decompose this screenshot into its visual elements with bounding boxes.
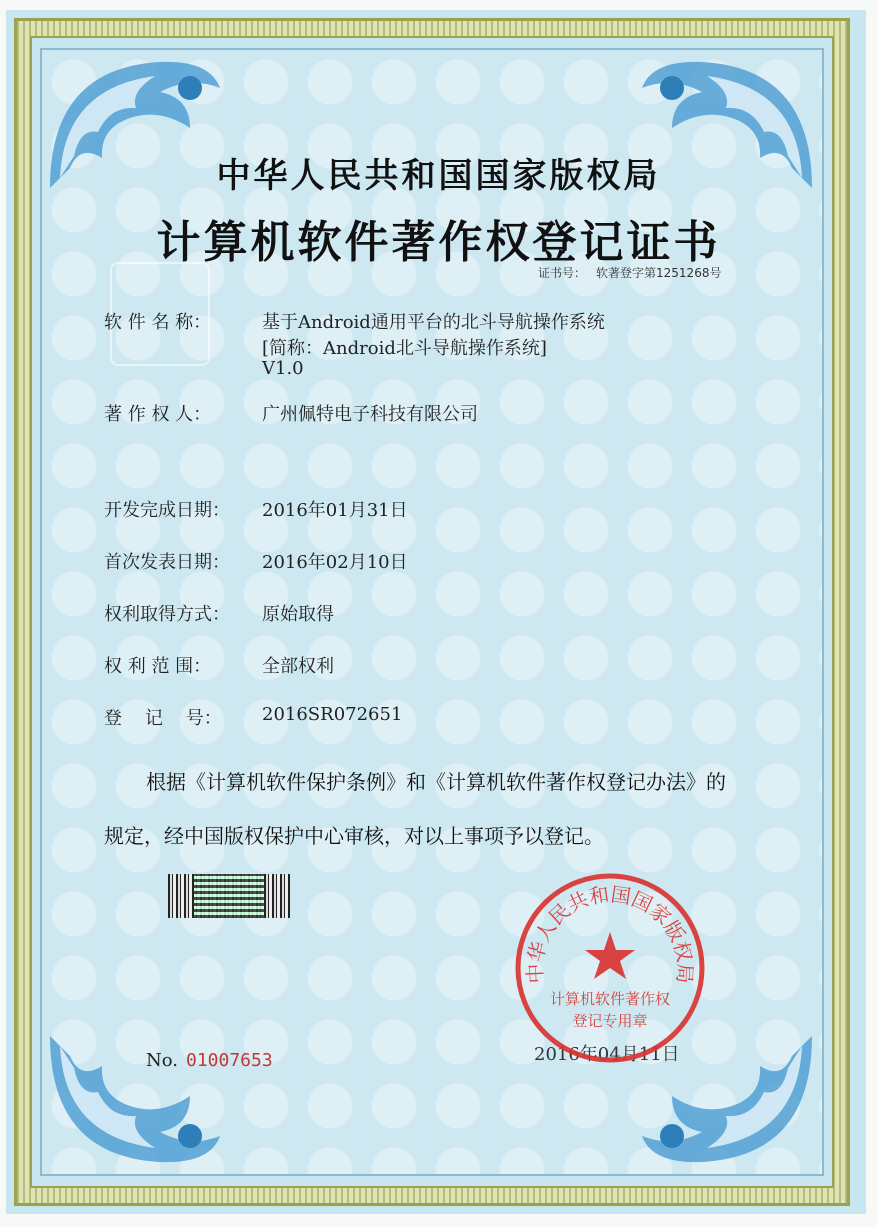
seal-inner-line2: 登记专用章 [572, 1012, 648, 1030]
barcode [168, 874, 290, 918]
field-scope [104, 652, 334, 678]
barcode-2d [194, 874, 264, 918]
field-dev-date [104, 496, 408, 522]
owner-label: 著 作 权 人： [104, 404, 212, 425]
seal-outer-text: 中华人民共和国国家版权局 [522, 882, 698, 985]
field-acquire [104, 600, 334, 626]
pub-date-label: 首次发表日期： [104, 552, 230, 573]
dev-date-value: 2016年01月31日 [262, 500, 408, 521]
scope-value: 全部权利 [262, 656, 334, 677]
paragraph-line1: 根据《计算机软件保护条例》和《计算机软件著作权登记办法》的 [146, 770, 726, 794]
field-software-name [104, 308, 605, 334]
serial-value: 01007653 [186, 1050, 273, 1071]
software-name-line1: 基于Android通用平台的北斗导航操作系统 [262, 312, 605, 333]
certificate-title: 计算机软件著作权登记证书 [156, 217, 721, 268]
field-pub-date [104, 548, 408, 574]
corner-ornament-bottom-left [40, 1026, 230, 1176]
acquire-label: 权利取得方式： [104, 604, 230, 625]
issue-date: 2016年04月11日 [534, 1044, 680, 1065]
software-name-line2: [简称：Android北斗导航操作系统] [262, 338, 547, 359]
paragraph-line2: 规定，经中国版权保护中心审核，对以上事项予以登记。 [104, 824, 604, 848]
official-seal [510, 868, 710, 1068]
software-name-label: 软 件 名 称： [104, 312, 212, 333]
scope-label: 权 利 范 围： [104, 656, 212, 677]
seal-inner-line1: 计算机软件著作权 [549, 990, 671, 1008]
registration-label: 登 记 号： [104, 708, 222, 729]
pub-date-value: 2016年02月10日 [262, 552, 408, 573]
owner-value: 广州佩特电子科技有限公司 [262, 404, 478, 425]
field-registration [104, 704, 403, 730]
issuer-title: 中华人民共和国国家版权局 [216, 156, 661, 196]
dev-date-label: 开发完成日期： [104, 500, 230, 521]
serial-label: No. [146, 1050, 178, 1071]
serial-number [146, 1050, 273, 1071]
certificate-number-value: 软著登字第1251268号 [596, 266, 722, 280]
acquire-value: 原始取得 [262, 604, 334, 625]
certificate-number-label: 证书号： [538, 266, 587, 280]
field-owner [104, 400, 478, 426]
certificate-number [538, 264, 731, 281]
registration-value: 2016SR072651 [262, 704, 403, 725]
software-name-line3: V1.0 [262, 358, 304, 379]
